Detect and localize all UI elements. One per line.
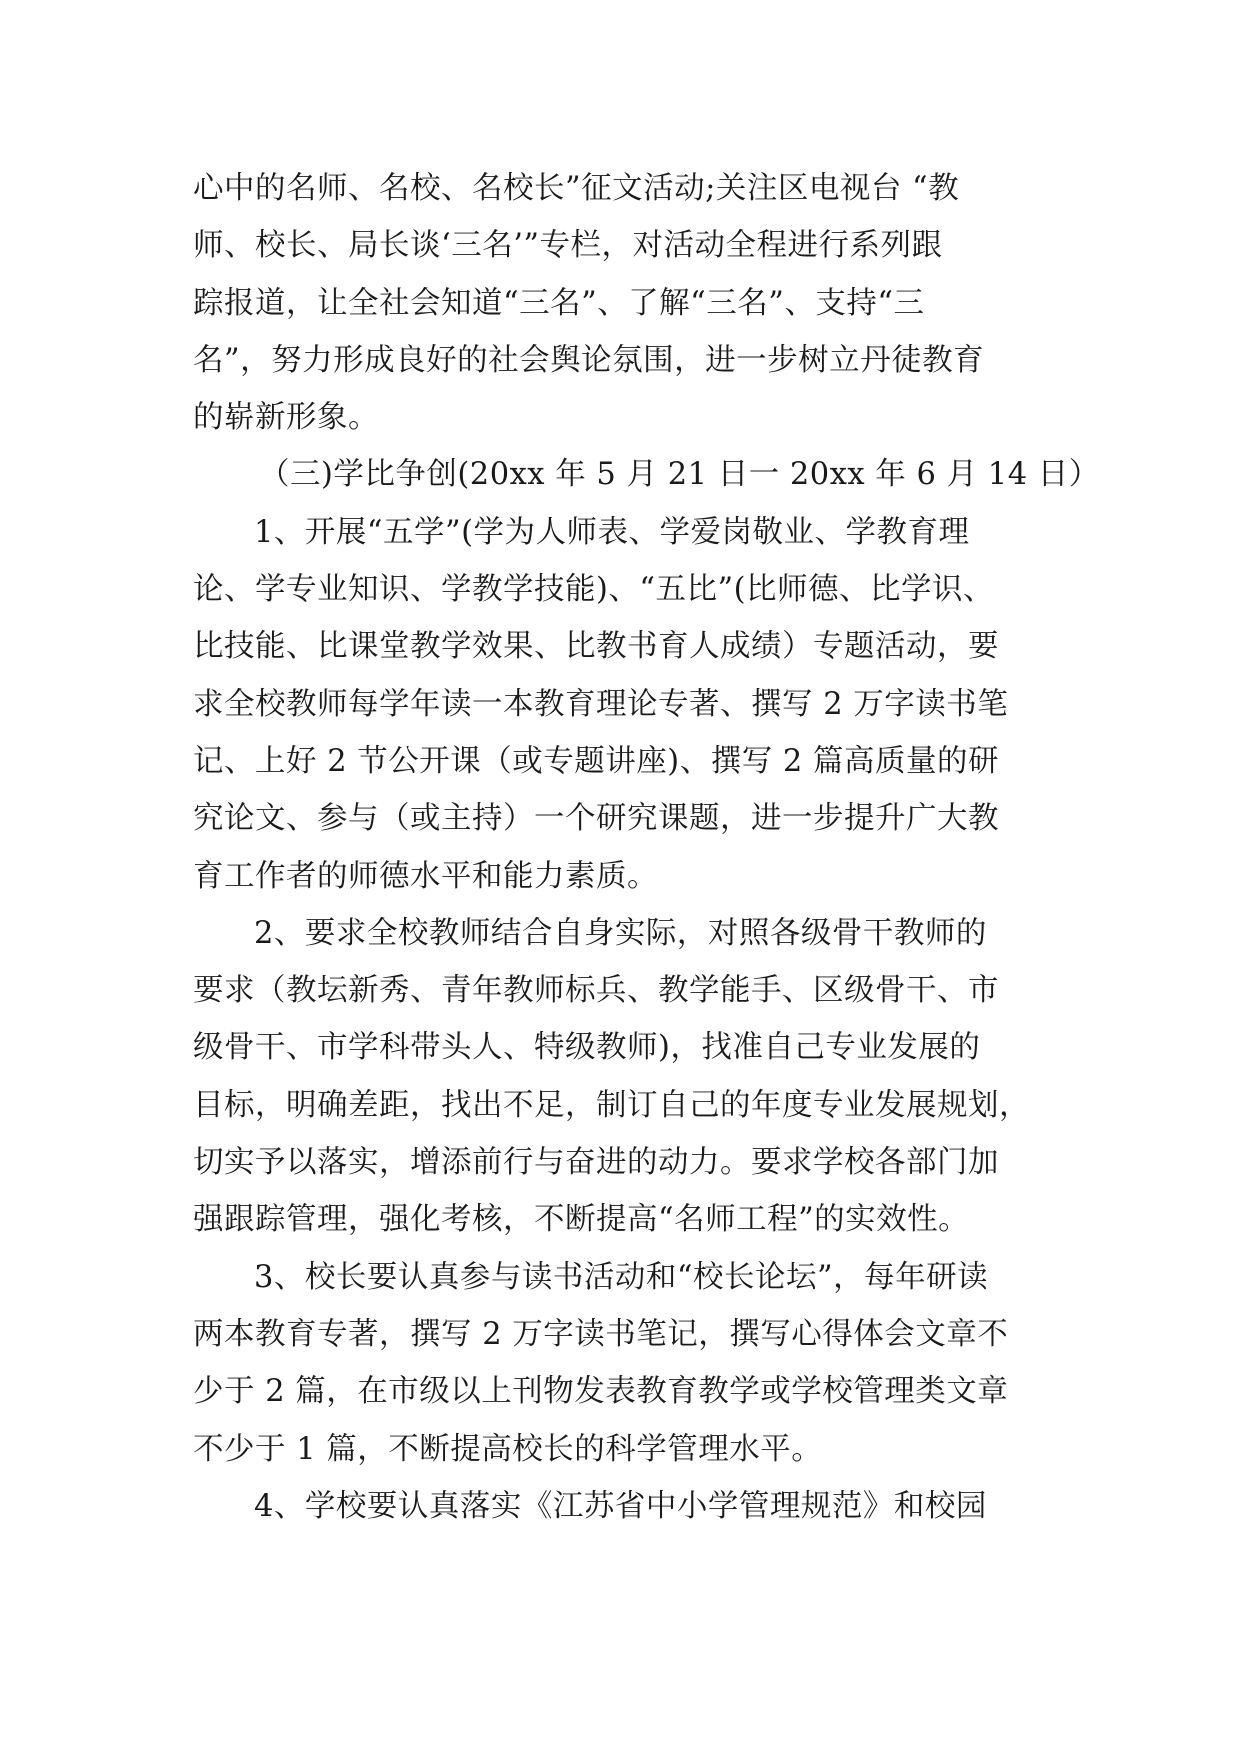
text-line: 级骨干、市学科带头人、特级教师)，找准自己专业发展的 — [193, 1030, 981, 1066]
text-line: 少于 2 篇，在市级以上刊物发表教育教学或学校管理类文章 — [193, 1374, 1009, 1410]
text-line: 究论文、参与（或主持）一个研究课题，进一步提升广大教 — [193, 801, 999, 837]
text-line: 目标，明确差距，找出不足，制订自己的年度专业发展规划， — [193, 1087, 1030, 1123]
text-line: 心中的名师、名校、名校长”征文活动;关注区电视台 “教 — [193, 171, 960, 206]
text-line: 育工作者的师德水平和能力素质。 — [193, 858, 658, 894]
text-line: 师、校长、局长谈‘三名’”专栏，对活动全程进行系列跟 — [193, 228, 943, 264]
text-line: 不少于 1 篇，不断提高校长的科学管理水平。 — [193, 1431, 823, 1467]
paragraph-start: 1、开展“五学”(学为人师表、学爱岗敬业、学教育理 — [254, 514, 970, 550]
paragraph-start: 2、要求全校教师结合自身实际，对照各级骨干教师的 — [254, 915, 987, 951]
text-line: 论、学专业知识、学教学技能)、“五比”(比师德、比学识、 — [193, 572, 994, 608]
text-line: 踪报道，让全社会知道“三名”、了解“三名”、支持“三 — [193, 285, 925, 321]
text-line: 切实予以落实，增添前行与奋进的动力。要求学校各部门加 — [193, 1145, 999, 1181]
text-line: 名”，努力形成良好的社会舆论氛围，进一步树立丹徒教育 — [193, 342, 985, 378]
document-body — [193, 160, 1100, 1535]
text-line: 比技能、比课堂教学效果、比教书育人成绩）专题活动，要 — [193, 629, 999, 665]
text-line: 记、上好 2 节公开课（或专题讲座)、撰写 2 篇高质量的研 — [193, 743, 999, 779]
text-line: 求全校教师每学年读一本教育理论专著、撰写 2 万字读书笔 — [193, 686, 1009, 722]
text-line: 的崭新形象。 — [193, 400, 379, 436]
paragraph-start: 4、学校要认真落实《江苏省中小学管理规范》和校园 — [254, 1488, 987, 1524]
paragraph-start: 3、校长要认真参与读书活动和“校长论坛”，每年研读 — [254, 1259, 989, 1295]
text-line: 强跟踪管理，强化考核，不断提高“名师工程”的实效性。 — [193, 1202, 970, 1238]
text-line: 要求（教坛新秀、青年教师标兵、教学能手、区级骨干、市 — [193, 973, 999, 1009]
section-heading: （三)学比争创(20xx 年 5 月 21 日一 20xx 年 6 月 14 日） — [259, 457, 1100, 493]
text-line: 两本教育专著，撰写 2 万字读书笔记，撰写心得体会文章不 — [193, 1316, 1009, 1352]
